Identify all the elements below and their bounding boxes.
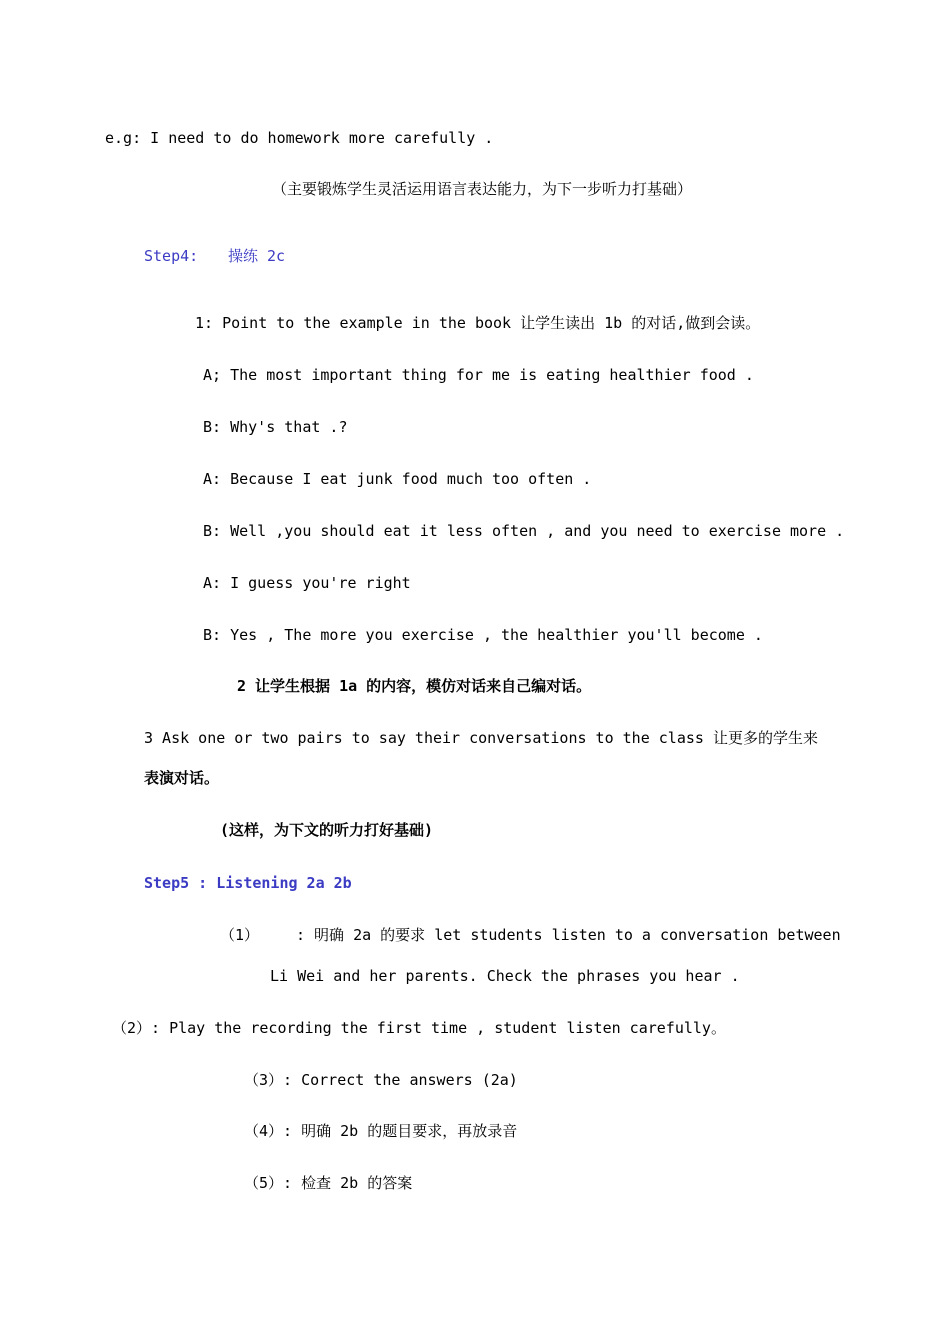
item-4: （4）: 明确 2b 的题目要求，再放录音 — [244, 1122, 518, 1140]
instruction-2: 2 让学生根据 1a 的内容，模仿对话来自己编对话。 — [237, 677, 592, 695]
instruction-3: 3 Ask one or two pairs to say their conversations to the class 让更多的学生来 — [144, 729, 818, 747]
step4-label: Step4: — [144, 247, 199, 265]
item-1-number: （1） — [220, 926, 260, 944]
dialogue-line-6: B: Yes , The more you exercise , the healthier you'll become . — [203, 626, 763, 644]
teaching-note-2: (这样，为下文的听力打好基础) — [220, 821, 434, 839]
item-1-text: : 明确 2a 的要求 let students listen to a conversation between — [296, 926, 841, 944]
step5-title: Step5 : Listening 2a 2b — [144, 874, 352, 892]
item-2: （2）: Play the recording the first time , student listen carefully。 — [112, 1019, 726, 1037]
item-5: （5）: 检查 2b 的答案 — [244, 1174, 413, 1192]
instruction-1: 1: Point to the example in the book 让学生读出 1b 的对话,做到会读。 — [195, 314, 761, 332]
example-sentence: e.g: I need to do homework more carefully . — [105, 129, 494, 147]
teaching-note-1: （主要锻炼学生灵活运用语言表达能力，为下一步听力打基础） — [272, 180, 693, 198]
dialogue-line-3: A: Because I eat junk food much too often . — [203, 470, 592, 488]
dialogue-line-2: B: Why's that .? — [203, 418, 348, 436]
dialogue-line-5: A: I guess you're right — [203, 574, 411, 592]
item-1-text-continued: Li Wei and her parents. Check the phrases you hear . — [270, 967, 740, 985]
instruction-3-continued: 表演对话。 — [144, 769, 220, 787]
dialogue-line-1: A; The most important thing for me is eating healthier food . — [203, 366, 754, 384]
step4-title: 操练 2c — [228, 247, 286, 265]
item-3: （3）: Correct the answers (2a) — [244, 1071, 518, 1089]
dialogue-line-4: B: Well ,you should eat it less often , and you need to exercise more . — [203, 522, 845, 540]
